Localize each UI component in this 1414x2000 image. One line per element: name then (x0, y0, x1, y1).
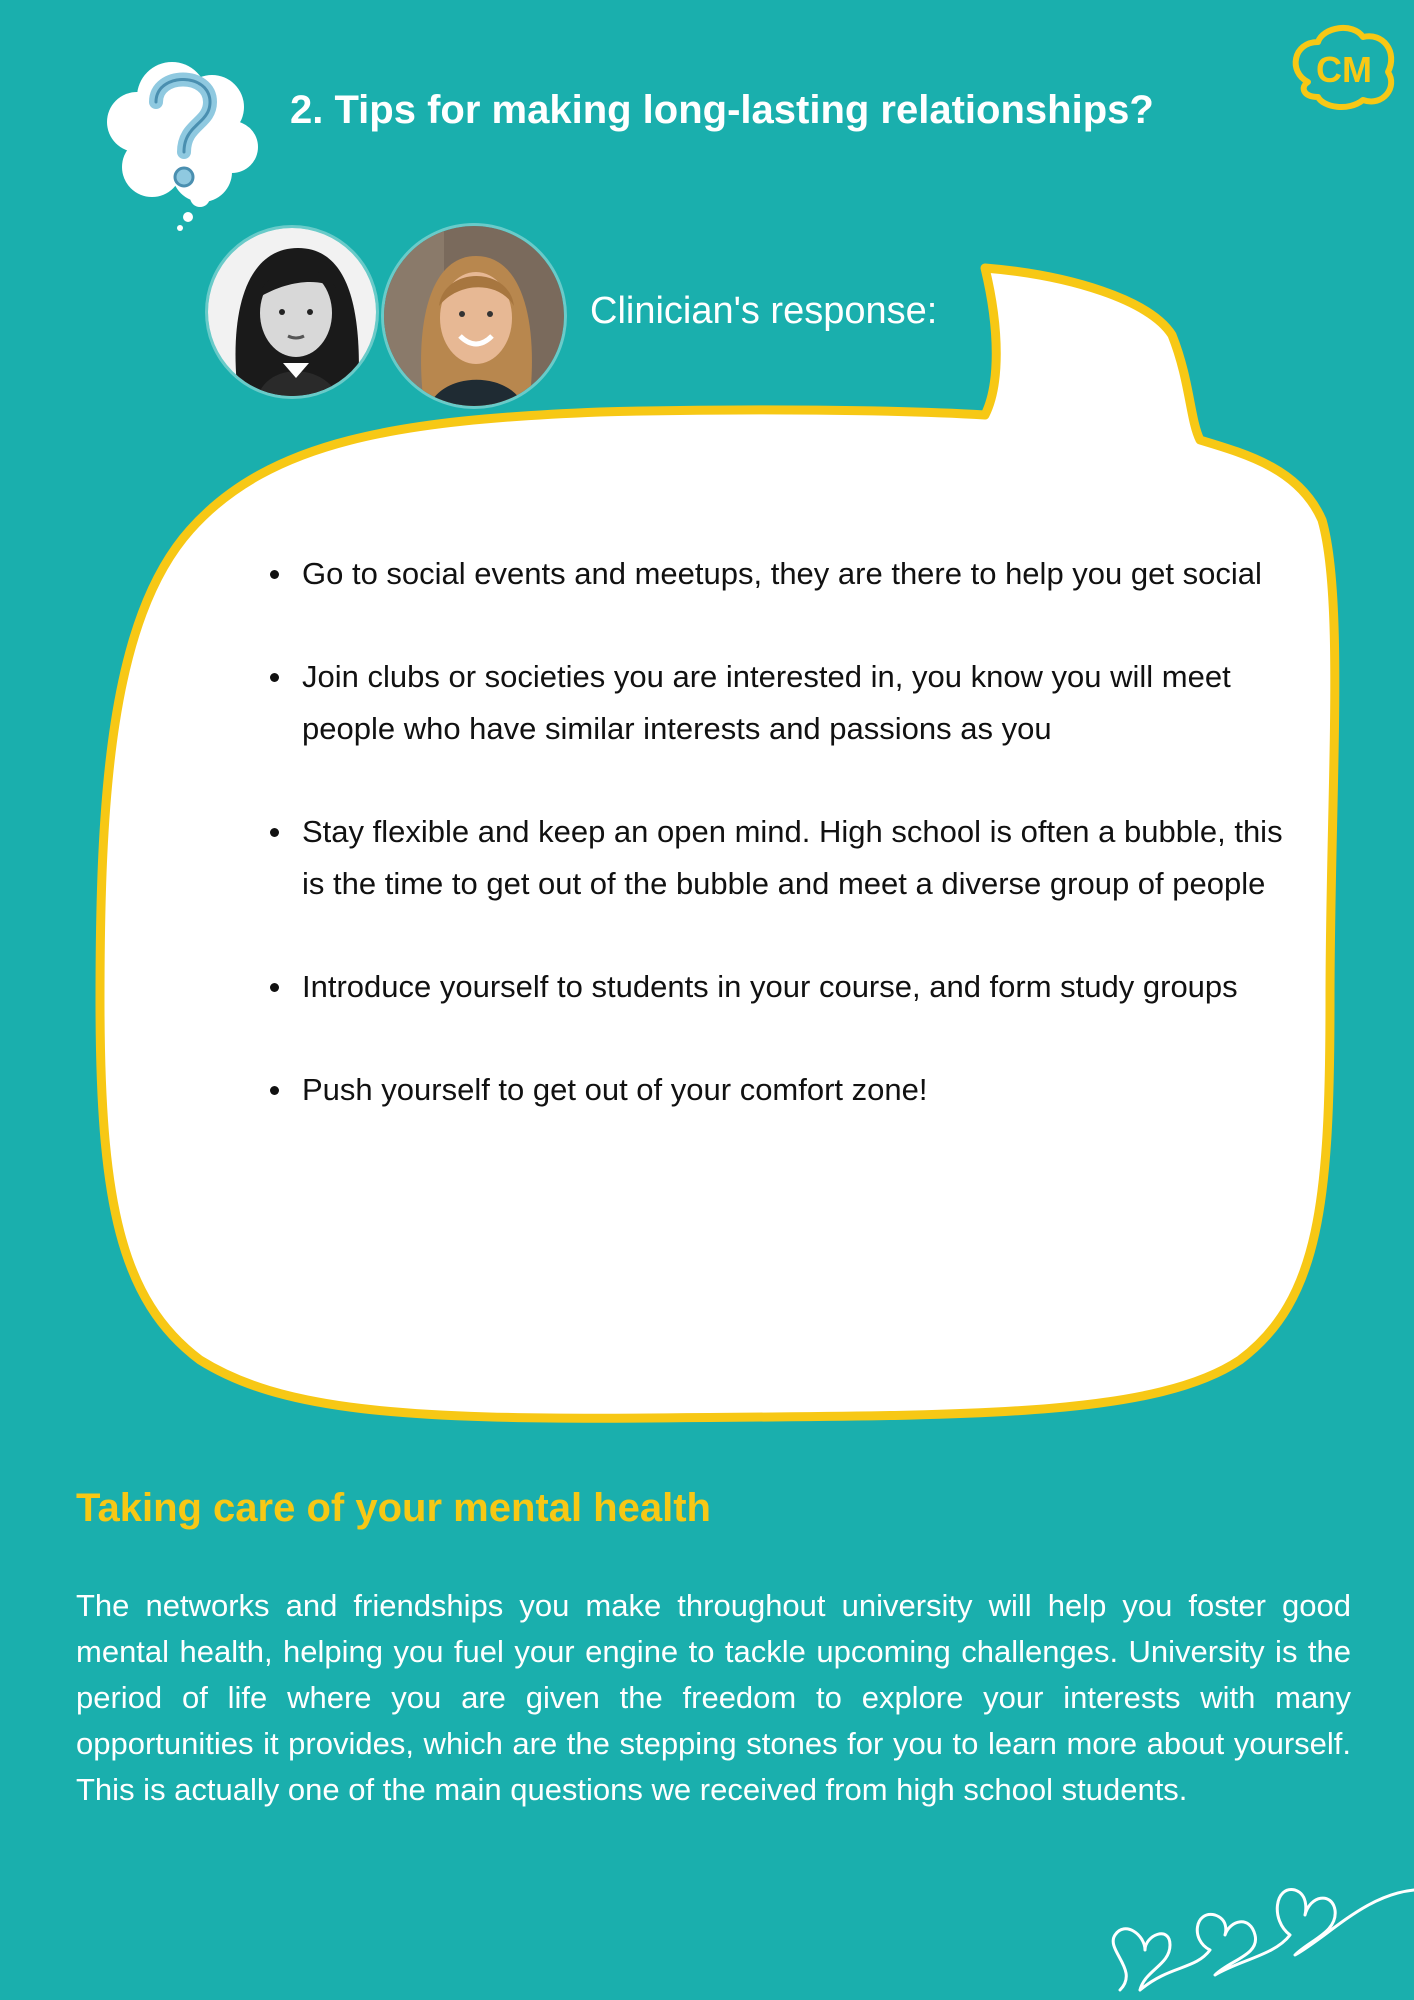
tips-list (270, 548, 1302, 1167)
list-item: Stay flexible and keep an open mind. High school is often a bubble, this is the time to get out of the bubble and meet a diverse group of people (302, 806, 1302, 910)
avatar (384, 226, 564, 406)
avatar-woman-blonde-hair-icon (384, 226, 564, 406)
thought-bubble-question-icon (92, 52, 272, 232)
avatar-woman-black-hair-icon (208, 228, 376, 396)
logo-text: CM (1316, 49, 1372, 90)
page-title: 2. Tips for making long-lasting relationships? (290, 88, 1154, 132)
list-item: Introduce yourself to students in your course, and form study groups (302, 961, 1302, 1013)
clinician-response-label: Clinician's response: (590, 290, 938, 332)
list-item: Go to social events and meetups, they are there to help you get social (302, 548, 1302, 600)
cm-logo (1288, 22, 1400, 114)
section-heading: Taking care of your mental health (76, 1486, 711, 1530)
section-body: The networks and friendships you make throughout university will help you foster good mental health, helping you fuel your engine to tackle upcoming challenges. University is the period of life where you are given the freedom to explore your interests with many opportunities it provides, which are the stepping stones for you to learn more about yourself. This is actually one of the main questions we received from high school students. (76, 1588, 1351, 1807)
hearts-decoration-icon (1100, 1840, 1414, 2000)
list-item: Join clubs or societies you are interested in, you know you will meet people who have similar interests and passions as you (302, 651, 1302, 755)
list-item: Push yourself to get out of your comfort zone! (302, 1064, 1302, 1116)
avatar (208, 228, 376, 396)
